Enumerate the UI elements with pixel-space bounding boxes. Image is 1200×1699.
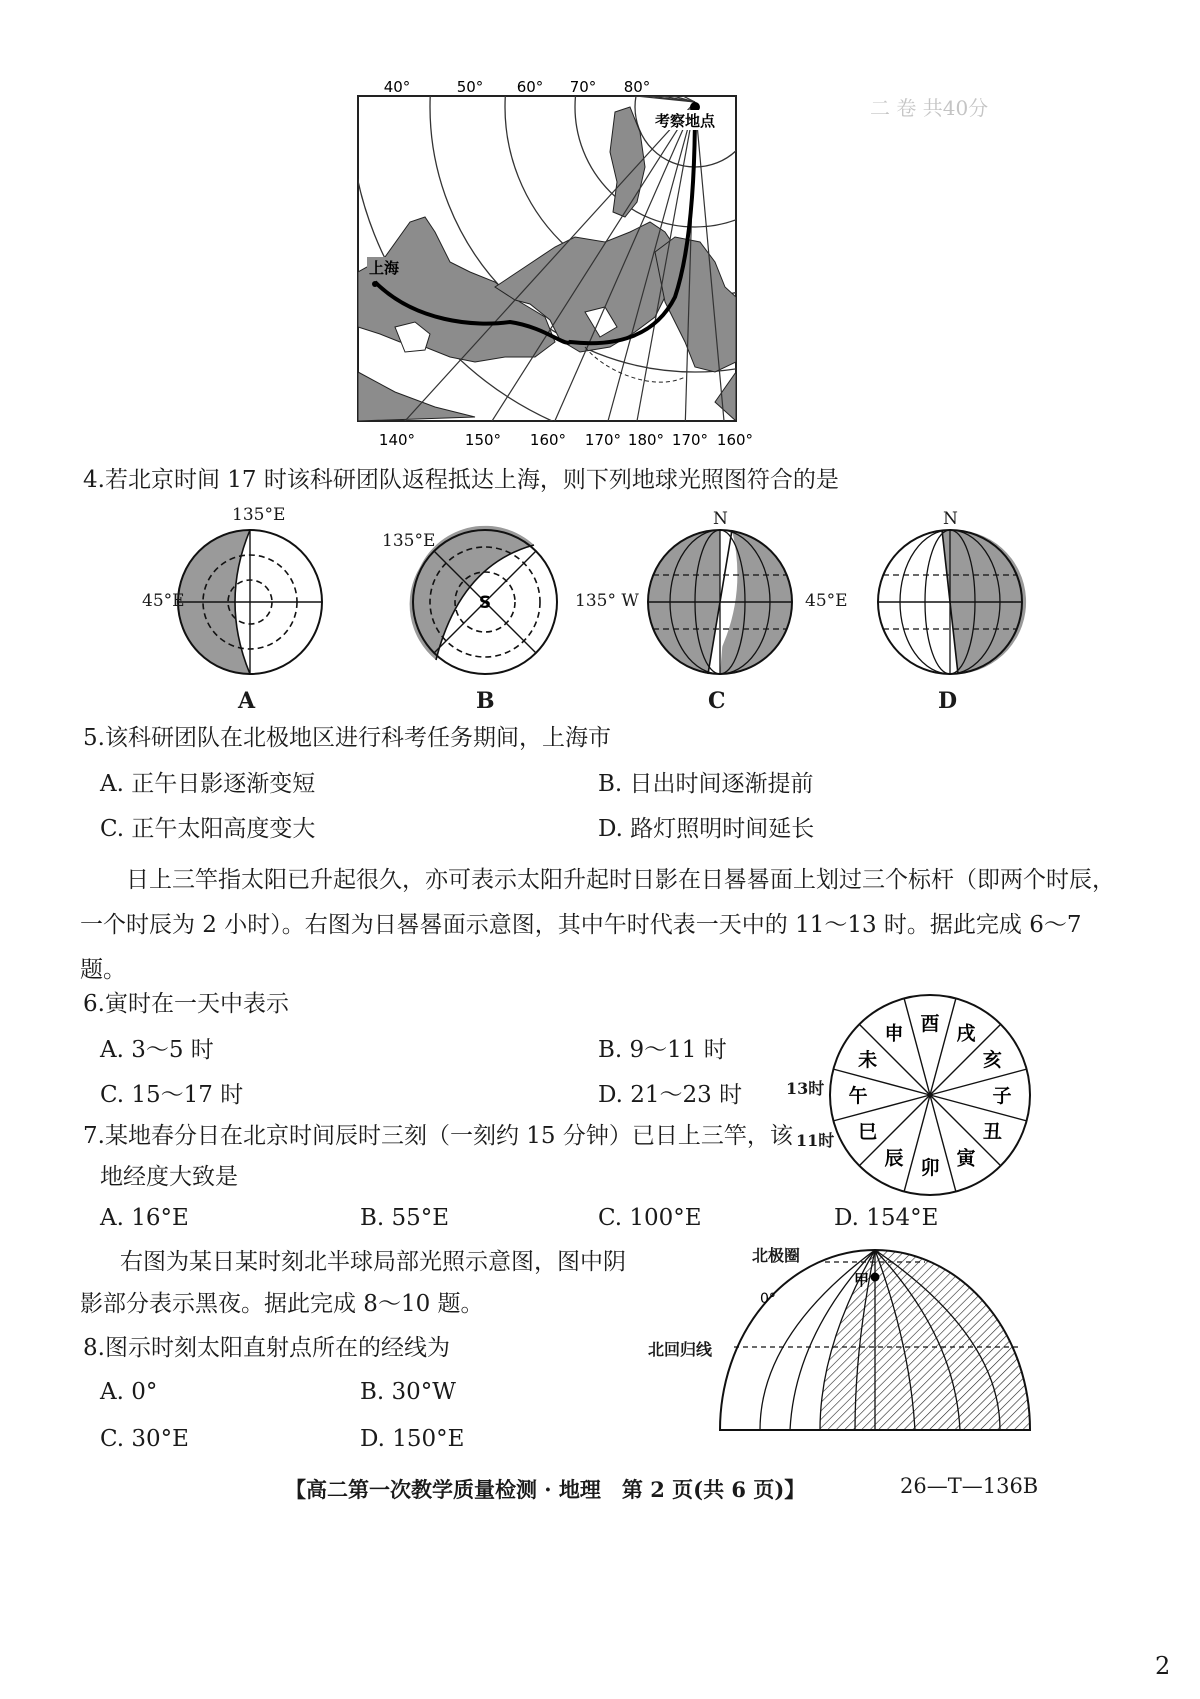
map-bottom-label: 160° [529,431,567,449]
q7-option-b: B. 55°E [360,1205,450,1231]
q5-option-b: B. 日出时间逐渐提前 [598,771,814,797]
passage-light-line1: 右图为某日某时刻北半球局部光照示意图，图中阴 [120,1249,626,1275]
q5-option-a: A. 正午日影逐渐变短 [100,771,316,797]
fig-a-letter: A [238,688,256,714]
sundial-sector-label: 卯 [920,1157,940,1179]
northern-hemisphere-light-figure [640,1235,1040,1445]
map-bottom-label: 170° [671,431,709,449]
q6-stem: 6.寅时在一天中表示 [83,991,289,1017]
q5-stem: 5.该科研团队在北极地区进行科考任务期间，上海市 [83,725,611,751]
map-top-label: 70° [569,78,597,96]
q8-option-a: A. 0° [100,1379,158,1405]
q5-option-d: D. 路灯照明时间延长 [598,816,815,842]
polar-route-map [355,72,765,452]
page-number: 2 [1155,1652,1171,1680]
fig-b-letter: B [476,688,495,714]
q6-option-a: A. 3～5 时 [100,1037,214,1063]
map-top-label: 50° [456,78,484,96]
q8-stem: 8.图示时刻太阳直射点所在的经线为 [83,1335,450,1361]
fig-c-letter: C [708,688,726,714]
q4-figure-c [575,505,820,720]
site-label: 考察地点 [655,112,716,130]
sundial-sector-label: 子 [992,1085,1012,1107]
sundial-sector-label: 申 [884,1022,904,1045]
fig-a-top-label: 135°E [232,505,286,525]
sundial-divider [930,1095,1027,1121]
map-bottom-label: 180° [627,431,665,449]
sundial-sector-label: 酉 [920,1013,940,1035]
map-bottom-label: 140° [378,431,416,449]
arctic-circle-label: 北极圈 [752,1246,801,1265]
q7-stem-line1: 7.某地春分日在北京时间辰时三刻（一刻约 15 分钟）已日上三竿，该 [83,1123,793,1149]
q4-stem: 4.若北京时间 17 时该科研团队返程抵达上海，则下列地球光照图符合的是 [83,467,839,493]
q4-figure-b [380,505,580,720]
map-top-label: 40° [383,78,411,96]
footer-code: 26—T—136B [900,1474,1039,1498]
sundial-divider [930,1069,1027,1095]
fig-a-left-label: 45°E [142,591,185,611]
sundial-sector-label: 寅 [956,1147,976,1170]
q6-option-b: B. 9～11 时 [598,1037,727,1063]
q8-option-d: D. 150°E [360,1426,465,1452]
q5-option-c: C. 正午太阳高度变大 [100,816,316,842]
fig-b-center-label: S [478,593,492,613]
q7-option-a: A. 16°E [100,1205,189,1231]
q7-stem-line2: 地经度大致是 [100,1164,238,1190]
q4-figure-a [142,505,350,720]
sundial-sector-label: 未 [858,1049,878,1071]
map-bottom-label: 150° [464,431,502,449]
q7-option-c: C. 100°E [598,1205,702,1231]
q6-option-c: C. 15～17 时 [100,1082,244,1108]
corner-faded-text: 二 卷 共40分 [870,96,989,120]
map-bottom-label: 170° [584,431,622,449]
q8-option-b: B. 30°W [360,1379,456,1405]
sundial-sector-label: 辰 [884,1147,904,1170]
fig-c-left-label: 135° W [575,591,639,611]
q7-option-d: D. 154°E [834,1205,939,1231]
sundial-figure [780,978,1040,1213]
sundial-11h-label: 11时 [796,1131,835,1150]
jia-label: 甲 [854,1271,870,1289]
sundial-sector-label: 亥 [982,1049,1002,1071]
sundial-sector-label: 丑 [982,1121,1002,1143]
sundial-sector-label: 午 [848,1085,868,1107]
map-top-label: 80° [623,78,651,96]
map-bottom-label: 160° [716,431,754,449]
sundial-sector-label: 戌 [956,1022,976,1045]
zero-meridian-label: 0° [760,1291,776,1307]
fig-c-top-label: N [713,509,728,529]
fig-b-top-label: 135°E [382,531,436,551]
shanghai-label: 上海 [369,259,400,277]
tropic-of-cancer-label: 北回归线 [648,1340,713,1359]
fig-d-letter: D [938,688,958,714]
q8-option-c: C. 30°E [100,1426,189,1452]
passage-light-line2: 影部分表示黑夜。据此完成 8～10 题。 [80,1291,484,1317]
q4-figure-d [805,505,1050,720]
sundial-sector-label: 巳 [858,1121,878,1143]
passage-sundial: 日上三竿指太阳已升起很久，亦可表示太阳升起时日影在日晷晷面上划过三个标杆（即两个时辰，一个时辰为 2 小时）。右图为日晷晷面示意图，其中午时代表一天中的 11～13 时。据此完成 6～7 题。 [80,867,1115,983]
q6-option-d: D. 21～23 时 [598,1082,743,1108]
sundial-13h-label: 13时 [786,1079,825,1098]
fig-d-left-label: 45°E [805,591,848,611]
footer-title: 【高二第一次教学质量检测 · 地理 第 2 页(共 6 页)】 [285,1477,806,1502]
map-top-label: 60° [516,78,544,96]
fig-d-top-label: N [943,509,958,529]
